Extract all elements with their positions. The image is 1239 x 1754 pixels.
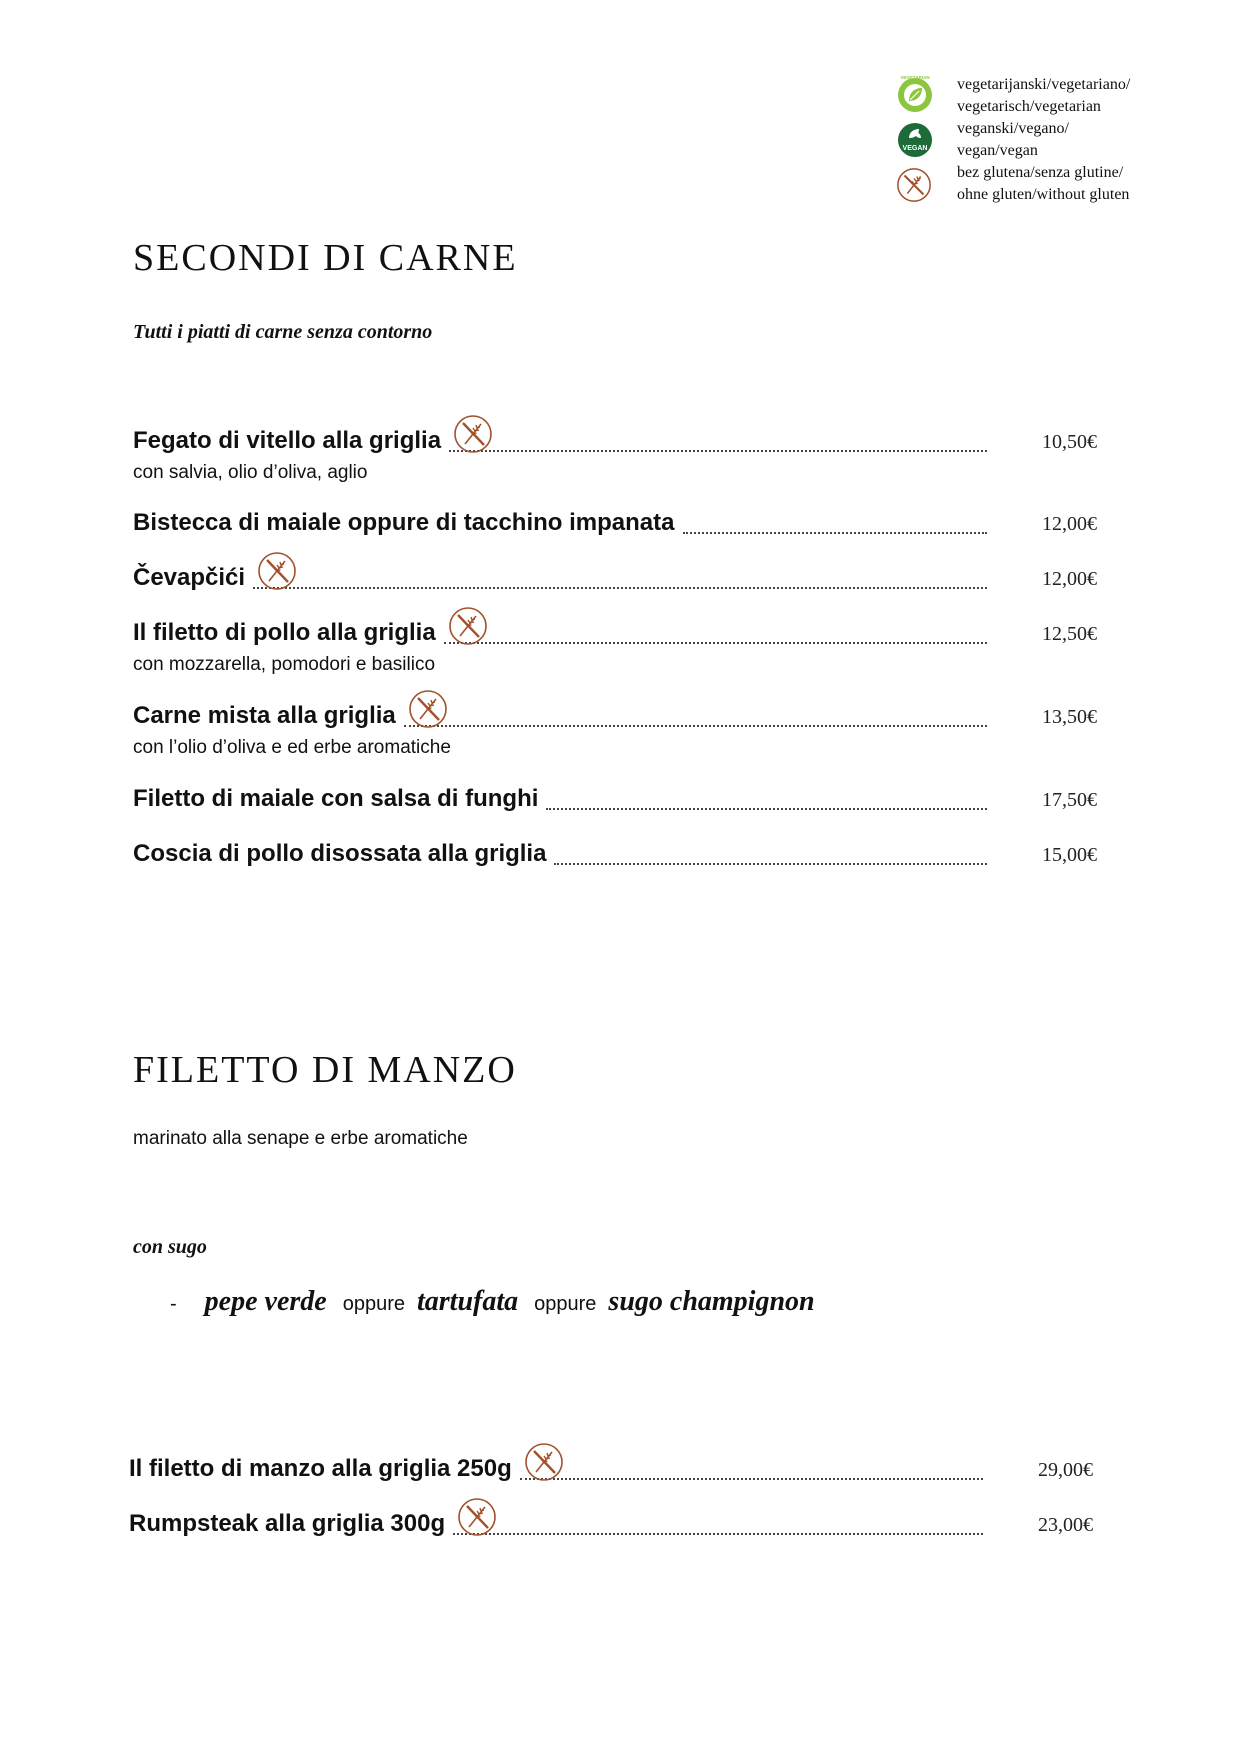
menu-item-price: 12,00€: [1042, 513, 1097, 535]
menu-item: [133, 697, 1097, 731]
menu-item-name: Il filetto di manzo alla griglia 250g: [129, 1455, 512, 1482]
secondi-note: Tutti i piatti di carne senza contorno: [133, 321, 433, 343]
dotted-leader: [444, 642, 987, 644]
menu-item-name: Il filetto di pollo alla griglia: [133, 619, 436, 646]
crossed-wheat-icon: [524, 1442, 564, 1482]
menu-item: [133, 835, 1097, 869]
legend-gluten-free-line-2: ohne gluten/without gluten: [957, 186, 1130, 203]
leaf-circle-icon: [895, 74, 935, 119]
menu-item: [133, 504, 1097, 538]
vegan-badge-icon: [895, 120, 935, 165]
legend-vegan-line-1: veganski/vegano/: [957, 120, 1069, 137]
menu-item-price: 10,50€: [1042, 431, 1097, 453]
sauce-dash: -: [170, 1293, 177, 1315]
sauce-pepe-verde: pepe verde: [204, 1286, 327, 1317]
menu-item-description: con mozzarella, pomodori e basilico: [133, 654, 436, 675]
menu-item-price: 17,50€: [1042, 789, 1097, 811]
menu-item-description: con l’olio d’oliva e ed erbe aromatiche: [133, 737, 451, 758]
svg-text:VEGAN: VEGAN: [902, 145, 928, 152]
sauce-tartufata: tartufata: [417, 1286, 519, 1317]
section-title-manzo: FILETTO DI MANZO: [133, 1049, 517, 1091]
dotted-leader: [453, 1533, 983, 1535]
menu-item-name: Bistecca di maiale oppure di tacchino impanata: [133, 509, 675, 536]
menu-item-price: 23,00€: [1038, 1514, 1093, 1536]
sauce-heading: con sugo: [133, 1236, 207, 1258]
crossed-wheat-icon: [448, 606, 488, 646]
crossed-wheat-icon: [453, 414, 493, 454]
menu-item-name: Filetto di maiale con salsa di funghi: [133, 785, 539, 812]
menu-item-name: Rumpsteak alla griglia 300g: [129, 1510, 446, 1537]
crossed-wheat-icon: [408, 689, 448, 729]
crossed-wheat-icon: [257, 551, 297, 591]
crossed-wheat-icon: [457, 1497, 497, 1537]
dotted-leader: [404, 725, 987, 727]
crossed-wheat-icon: [895, 166, 933, 209]
legend-vegetarian-line-1: vegetarijanski/vegetariano/: [957, 76, 1131, 93]
legend-vegetarian-line-2: vegetarisch/vegetarian: [957, 98, 1101, 115]
dotted-leader: [546, 808, 987, 810]
sauce-options: [170, 1286, 815, 1318]
dotted-leader: [449, 450, 987, 452]
menu-item-name: Fegato di vitello alla griglia: [133, 427, 442, 454]
legend-gluten-free-line-1: bez glutena/senza glutine/: [957, 164, 1124, 181]
sauce-champignon: sugo champignon: [608, 1286, 815, 1317]
menu-item-price: 13,50€: [1042, 706, 1097, 728]
dotted-leader: [554, 863, 987, 865]
menu-item: [133, 780, 1097, 814]
svg-text:VEGETARIAN: VEGETARIAN: [900, 75, 930, 80]
legend-vegan-line-2: vegan/vegan: [957, 142, 1038, 159]
dotted-leader: [683, 532, 987, 534]
menu-item-price: 12,50€: [1042, 623, 1097, 645]
menu-item: [129, 1505, 1093, 1539]
menu-item-name: Čevapčići: [133, 564, 246, 591]
sauce-separator: oppure: [342, 1293, 405, 1315]
menu-item-name: Coscia di pollo disossata alla griglia: [133, 840, 547, 867]
menu-item-price: 15,00€: [1042, 844, 1097, 866]
menu-item: [129, 1450, 1093, 1484]
menu-item-price: 29,00€: [1038, 1459, 1093, 1481]
manzo-note: marinato alla senape e erbe aromatiche: [133, 1128, 468, 1149]
menu-item-price: 12,00€: [1042, 568, 1097, 590]
menu-item-name: Carne mista alla griglia: [133, 702, 396, 729]
menu-item: [133, 559, 1097, 593]
sauce-separator: oppure: [534, 1293, 597, 1315]
dotted-leader: [520, 1478, 983, 1480]
section-title-secondi: SECONDI DI CARNE: [133, 237, 518, 279]
menu-item-description: con salvia, olio d’oliva, aglio: [133, 462, 368, 483]
menu-item: [133, 422, 1097, 456]
dotted-leader: [253, 587, 987, 589]
menu-item: [133, 614, 1097, 648]
